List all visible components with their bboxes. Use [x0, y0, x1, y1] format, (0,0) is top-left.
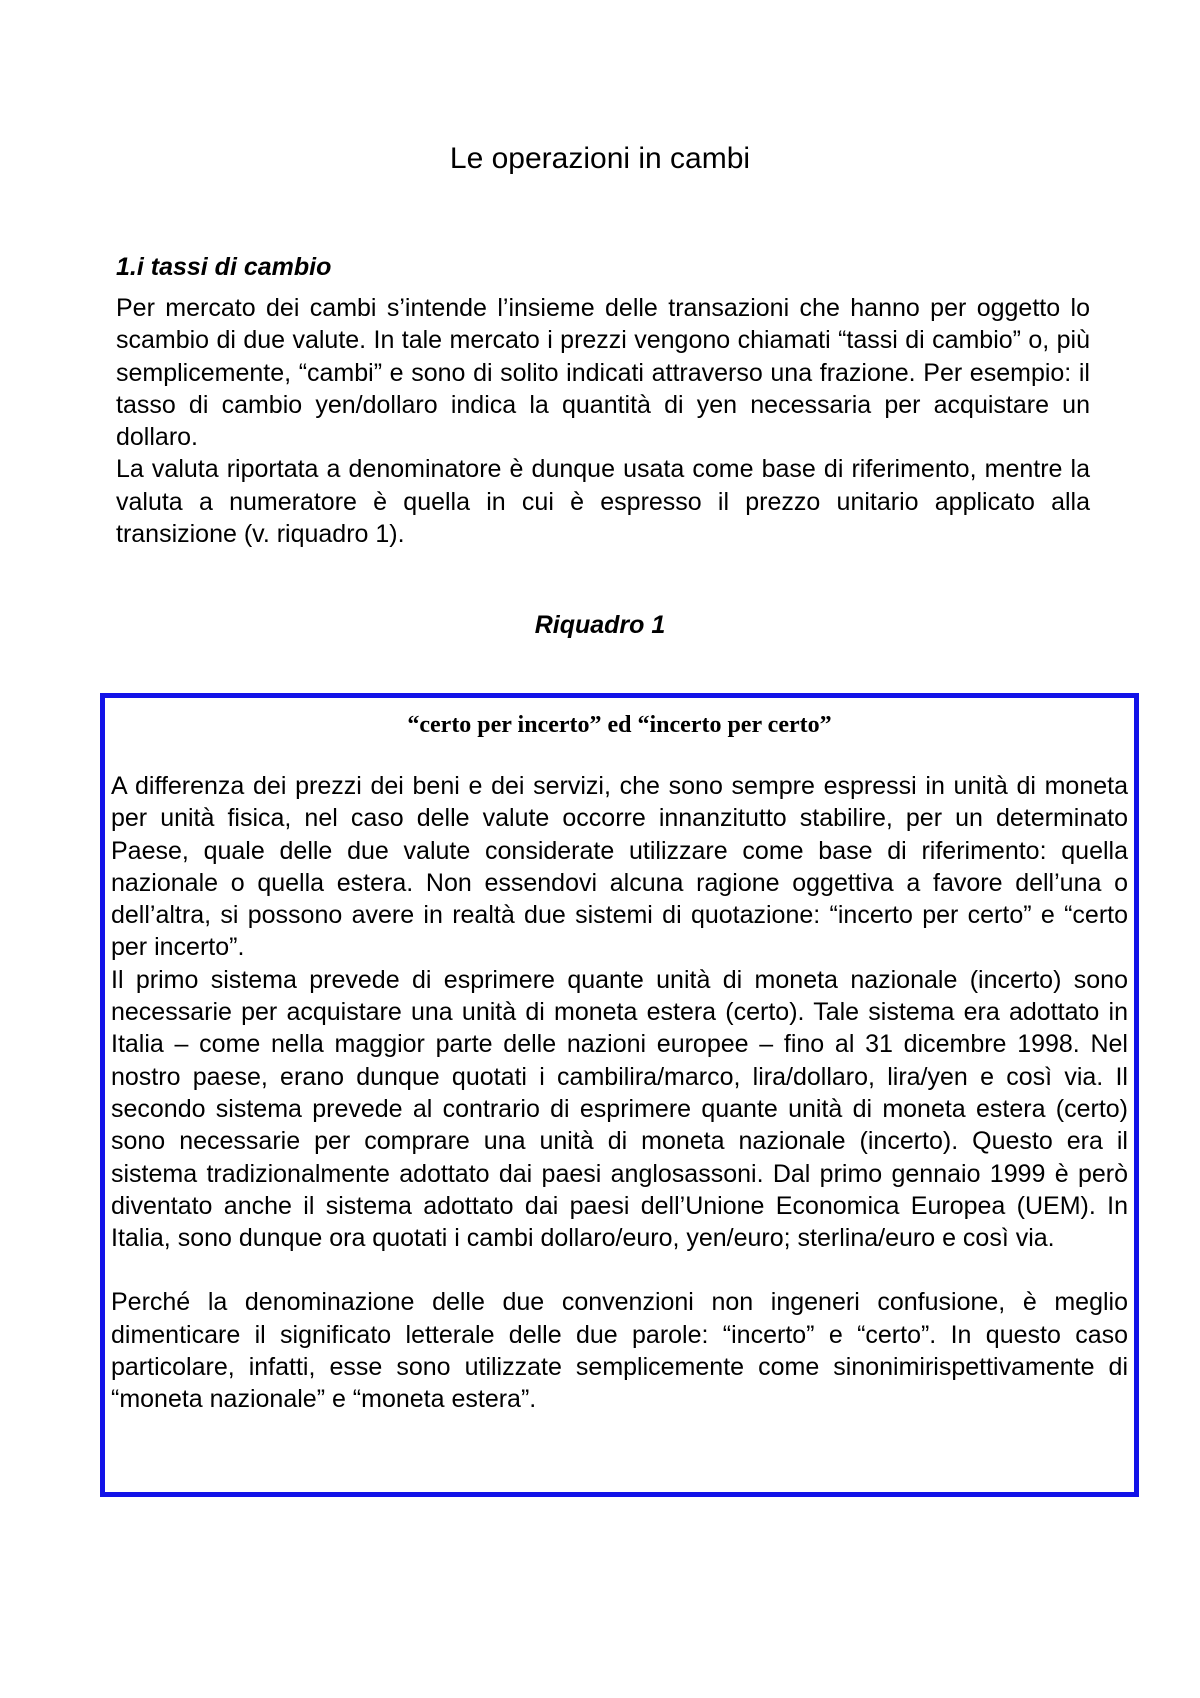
box-body	[111, 770, 1128, 1416]
section-paragraph-1: Per mercato dei cambi s’intende l’insieme delle transazioni che hanno per oggetto lo scambio di due valute. In tale mercato i prezzi vengono chiamati “tassi di cambio” o, più semplicemente, “cambi” e sono di solito indicati attraverso una frazione. Per esempio: il tasso di cambio yen/dollaro indica la quantità di yen necessaria per acquistare un dollaro.	[116, 294, 1090, 452]
box-paragraph-1: A differenza dei prezzi dei beni e dei servizi, che sono sempre espressi in unità di moneta per unità fisica, nel caso delle valute occorre innanzitutto stabilire, per un determinato Paese, quale delle due valute considerate utilizzare come base di riferimento: quella nazionale o quella estera. Non essendovi alcuna ragione oggettiva a favore dell’una o dell’altra, si possono avere in realtà due sistemi di quotazione: “incerto per certo” e “certo per incerto”.	[111, 772, 1128, 962]
section-body	[116, 292, 1090, 550]
box-paragraph-2: Il primo sistema prevede di esprimere quante unità di moneta nazionale (incerto) sono necessarie per acquistare una unità di moneta estera (certo). Tale sistema era adottato in Italia – come nella maggior parte delle nazioni europee – fino al 31 dicembre 1998. Nel nostro paese, erano dunque quotati i cambilira/marco, lira/dollaro, lira/yen e così via. Il secondo sistema prevede al contrario di esprimere quante unità di moneta estera (certo) sono necessarie per comprare una unità di moneta nazionale (incerto). Questo era il sistema tradizionalmente adottato dai paesi anglosassoni. Dal primo gennaio 1999 è però diventato anche il sistema adottato dai paesi dell’Unione Economica Europea (UEM). In Italia, sono dunque ora quotati i cambi dollaro/euro, yen/euro; sterlina/euro e così via.	[111, 965, 1128, 1253]
box-title: “certo per incerto” ed “incerto per certo”	[407, 712, 832, 738]
document-title: Le operazioni in cambi	[449, 142, 751, 175]
framed-box	[100, 693, 1139, 1497]
box-label: Riquadro 1	[534, 611, 666, 639]
section-paragraph-2: La valuta riportata a denominatore è dunque usata come base di riferimento, mentre la valuta a numeratore è quella in cui è espresso il prezzo unitario applicato alla transizione (v. riquadro 1).	[116, 455, 1090, 549]
box-paragraph-3: Perché la denominazione delle due convenzioni non ingeneri confusione, è meglio dimenticare il significato letterale delle due parole: “incerto” e “certo”. In questo caso particolare, infatti, esse sono utilizzate semplicemente come sinonimirispettivamente di “moneta nazionale” e “moneta estera”.	[111, 1288, 1128, 1414]
section-heading: 1.i tassi di cambio	[116, 253, 332, 281]
